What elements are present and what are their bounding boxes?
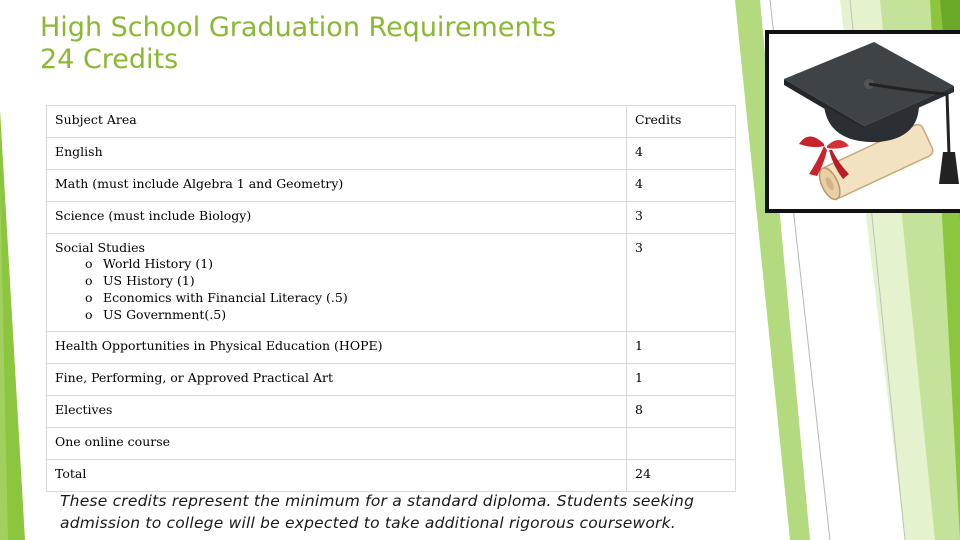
subject-cell: Science (must include Biology) [47, 202, 627, 234]
list-item-label: US History (1) [103, 273, 195, 288]
credits-cell: 1 [627, 332, 736, 364]
list-item-label: Economics with Financial Literacy (.5) [103, 290, 348, 305]
subject-cell: English [47, 138, 627, 170]
subject-cell: Total [47, 460, 627, 492]
credits-cell: 4 [627, 170, 736, 202]
table-row [47, 170, 736, 202]
credits-header: Credits [627, 106, 736, 138]
credits-cell: 3 [627, 202, 736, 234]
subject-cell: One online course [47, 428, 627, 460]
subject-header: Subject Area [47, 106, 627, 138]
table-row [47, 396, 736, 428]
table-row [47, 364, 736, 396]
table-row [47, 332, 736, 364]
credits-cell: 4 [627, 138, 736, 170]
credits-cell: 1 [627, 364, 736, 396]
bullet-icon: o [85, 290, 93, 305]
table-header-row [47, 106, 736, 138]
page-title [40, 12, 556, 77]
list-item-label: World History (1) [103, 256, 214, 271]
credits-cell: 8 [627, 396, 736, 428]
list-item [85, 255, 618, 272]
bullet-icon: o [85, 307, 93, 322]
credits-cell: 3 [627, 234, 736, 332]
bullet-icon: o [85, 273, 93, 288]
subject-cell: Health Opportunities in Physical Education (HOPE) [47, 332, 627, 364]
table-row [47, 202, 736, 234]
requirements-table [46, 105, 736, 492]
list-item [85, 289, 618, 306]
footnote-text: These credits represent the minimum for a standard diploma. Students seeking admission to college will be expected to take additional rigorous coursework. [60, 492, 695, 532]
list-item [85, 306, 618, 323]
title-line-1: High School Graduation Requirements [40, 12, 557, 43]
table-row [47, 234, 736, 332]
table-row-total [47, 460, 736, 492]
table-row [47, 428, 736, 460]
list-item [85, 272, 618, 289]
subject-cell [47, 234, 627, 332]
bullet-icon: o [85, 256, 93, 271]
subject-cell: Math (must include Algebra 1 and Geometry) [47, 170, 627, 202]
subject-label: Social Studies [55, 240, 145, 255]
credits-cell: 24 [627, 460, 736, 492]
subject-cell: Fine, Performing, or Approved Practical Art [47, 364, 627, 396]
list-item-label: US Government(.5) [103, 307, 227, 322]
table-row [47, 138, 736, 170]
graduation-cap-diploma-icon [765, 30, 960, 213]
social-studies-sublist [55, 255, 618, 323]
title-line-2: 24 Credits [40, 44, 179, 76]
credits-cell [627, 428, 736, 460]
subject-cell: Electives [47, 396, 627, 428]
